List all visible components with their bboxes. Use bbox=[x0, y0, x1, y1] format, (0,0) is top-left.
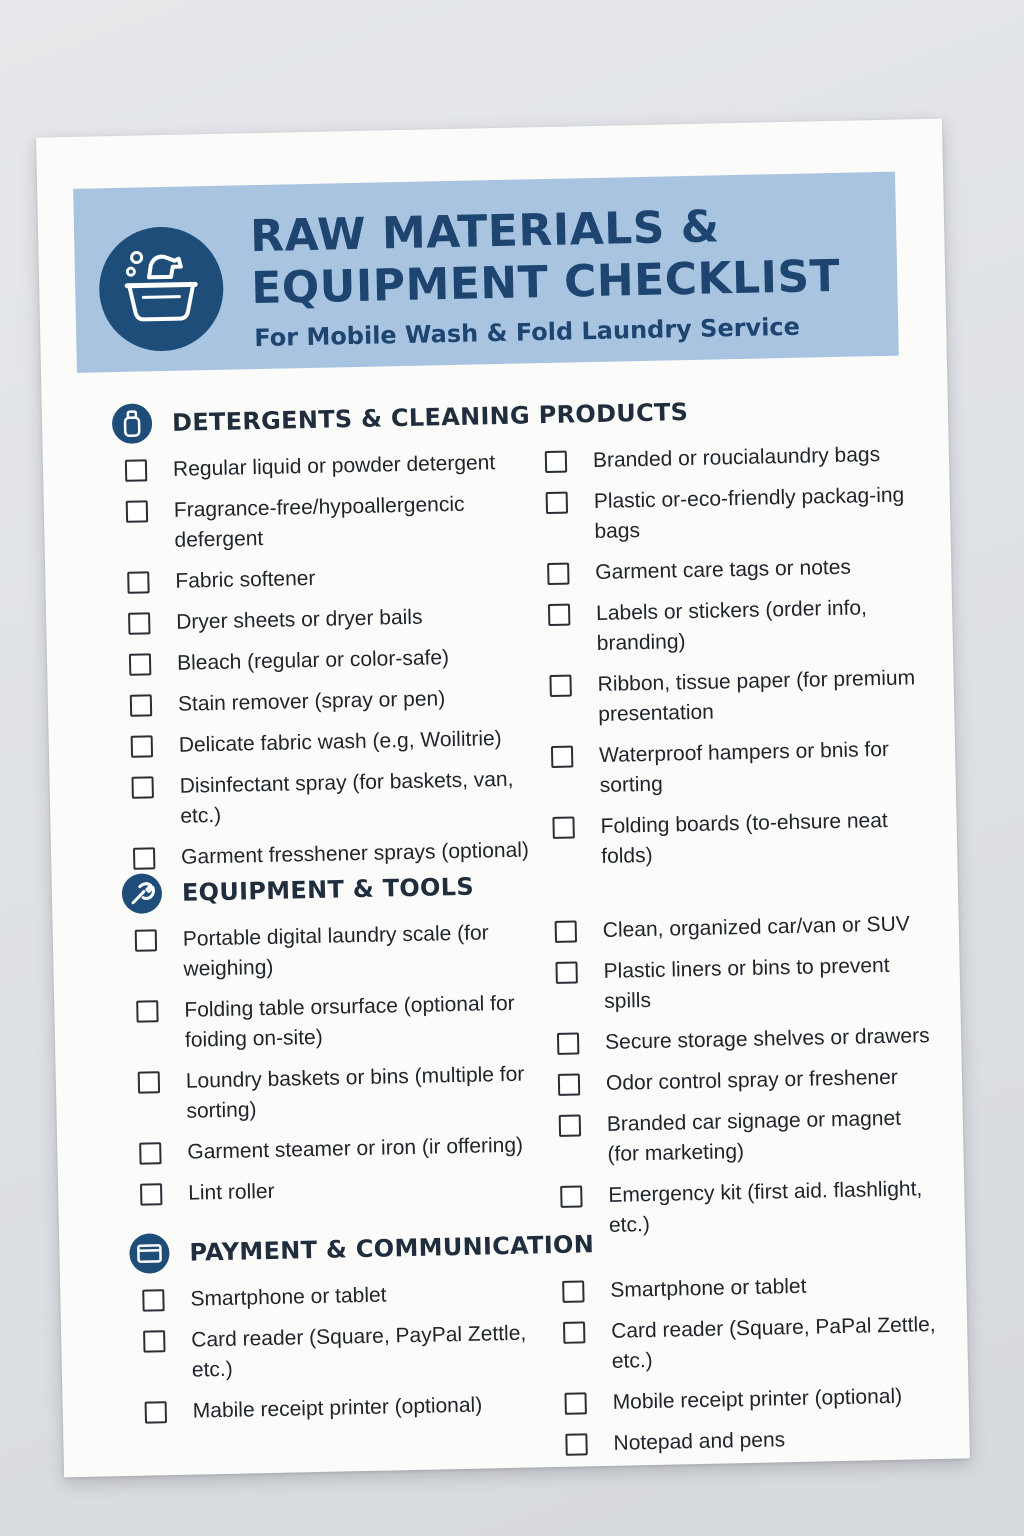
checkbox[interactable] bbox=[130, 694, 152, 716]
checklist-item bbox=[135, 1130, 536, 1168]
checklist-item-label: Dryer sheets or dryer bails bbox=[176, 605, 423, 634]
checklist-item bbox=[547, 734, 928, 802]
detergent-bottle-icon bbox=[112, 403, 153, 444]
checklist-item-label: Folding table orsurface (optional for foiding on-site) bbox=[184, 991, 515, 1052]
checklist-item-label: Plastic liners or bins to prevent spills bbox=[603, 953, 890, 1013]
checklist-item bbox=[127, 764, 528, 832]
checklist-item bbox=[551, 950, 932, 1018]
checklist-item bbox=[123, 560, 524, 598]
checklist-item-label: Garment fresshener sprays (optional) bbox=[180, 838, 530, 869]
checklist-item-label: Card reader (Square, PaPal Zettle, etc.) bbox=[610, 1313, 936, 1373]
checkbox[interactable] bbox=[129, 653, 151, 675]
checklist-item bbox=[132, 988, 533, 1056]
checklist-item bbox=[138, 1277, 539, 1315]
checklist-item-label: Garment care tags or notes bbox=[595, 555, 852, 585]
checklist-item bbox=[542, 480, 923, 548]
checklist-item-label: Plastic or-eco-friendly packag-ing bags bbox=[593, 483, 905, 544]
checklist-column-right bbox=[558, 1269, 942, 1471]
checklist-item-label: Folding boards (to-ehsure neat folds) bbox=[600, 808, 888, 868]
checkbox[interactable] bbox=[558, 1073, 580, 1095]
section-title: PAYMENT & COMMUNICATION bbox=[189, 1230, 595, 1267]
checklist-column-left bbox=[138, 1277, 541, 1438]
section-payment bbox=[129, 1217, 936, 1455]
checklist-item bbox=[560, 1381, 941, 1419]
checkbox[interactable] bbox=[547, 563, 569, 585]
section-title: EQUIPMENT & TOOLS bbox=[181, 872, 475, 907]
checklist-item-label: Stain remover (spray or pen) bbox=[177, 687, 446, 716]
header-band bbox=[73, 172, 899, 373]
checklist-item bbox=[551, 909, 932, 947]
checkbox[interactable] bbox=[549, 675, 571, 697]
checkbox[interactable] bbox=[565, 1433, 587, 1455]
checkbox[interactable] bbox=[559, 1114, 581, 1136]
checklist-item-label: Smartphone or tablet bbox=[190, 1283, 387, 1311]
checkbox[interactable] bbox=[557, 1032, 579, 1054]
checklist-item bbox=[543, 551, 924, 589]
checklist-sheet bbox=[36, 119, 970, 1478]
checklist-item bbox=[553, 1021, 934, 1059]
checklist-item bbox=[544, 592, 925, 660]
checkbox[interactable] bbox=[139, 1142, 161, 1164]
checklist-item-label: Odor control spray or freshener bbox=[605, 1065, 898, 1095]
checklist-item-label: Fabric softener bbox=[175, 566, 316, 593]
checklist-item bbox=[541, 439, 922, 477]
checklist-item bbox=[126, 683, 527, 721]
checkbox[interactable] bbox=[555, 961, 577, 983]
checklist-item-label: Branded car signage or magnet (for marketing) bbox=[606, 1106, 902, 1166]
checklist-item bbox=[561, 1422, 942, 1460]
checklist-item bbox=[134, 1059, 535, 1127]
checklist-column-left bbox=[121, 448, 530, 885]
checklist-item-label: Labels or stickers (order info, branding) bbox=[595, 596, 868, 655]
checklist-item-label: Emergency kit (first aid. flashlight, etc.) bbox=[608, 1177, 923, 1237]
checklist-item bbox=[121, 448, 522, 486]
checklist-item bbox=[122, 489, 523, 557]
checklist-item-label: Notepad and pens bbox=[613, 1428, 786, 1455]
checklist-item bbox=[124, 601, 525, 639]
checklist-item-label: Waterproof hampers or bnis for sorting bbox=[598, 737, 890, 797]
checklist-item bbox=[554, 1062, 935, 1100]
checkbox[interactable] bbox=[131, 776, 153, 798]
checklist-column-right bbox=[551, 909, 938, 1253]
checkbox[interactable] bbox=[145, 1401, 167, 1423]
checkbox[interactable] bbox=[551, 746, 573, 768]
page-subtitle: For Mobile Wash & Fold Laundry Service bbox=[254, 312, 801, 353]
checklist-item bbox=[558, 1269, 939, 1307]
checkbox[interactable] bbox=[546, 492, 568, 514]
checklist-item-label: Fragrance-free/hypoallergencic defergent bbox=[173, 492, 465, 552]
checkbox[interactable] bbox=[133, 847, 155, 869]
checklist-item-label: Mabile receipt printer (optional) bbox=[192, 1393, 483, 1423]
credit-card-icon bbox=[129, 1233, 170, 1274]
checklist-item-label: Disinfectant spray (for baskets, van, etc.) bbox=[179, 767, 514, 828]
checklist-column-left bbox=[131, 917, 537, 1220]
checkbox[interactable] bbox=[564, 1392, 586, 1414]
checklist-item bbox=[127, 723, 528, 761]
checklist-item bbox=[140, 1389, 541, 1427]
page-title: RAW MATERIALS & EQUIPMENT CHECKLIST bbox=[249, 201, 841, 315]
checklist-item-label: Lint roller bbox=[187, 1179, 275, 1205]
checkbox[interactable] bbox=[552, 817, 574, 839]
checkbox[interactable] bbox=[555, 920, 577, 942]
checkbox[interactable] bbox=[140, 1183, 162, 1205]
checklist-item bbox=[555, 1103, 936, 1171]
checkbox[interactable] bbox=[127, 571, 149, 593]
checkbox[interactable] bbox=[125, 459, 147, 481]
checklist-item-label: Smartphone or tablet bbox=[610, 1274, 807, 1302]
checklist-column-right bbox=[541, 439, 930, 884]
checklist-item bbox=[131, 917, 532, 985]
checklist-item-label: Portable digital laundry scale (for weighing) bbox=[182, 921, 489, 981]
checkbox[interactable] bbox=[128, 612, 150, 634]
checkbox[interactable] bbox=[135, 929, 157, 951]
checkbox[interactable] bbox=[545, 451, 567, 473]
checkbox[interactable] bbox=[562, 1280, 584, 1302]
checklist-item-label: Card reader (Square, PayPal Zettle, etc.) bbox=[191, 1321, 527, 1382]
checkbox[interactable] bbox=[126, 500, 148, 522]
checklist-item-label: Secure storage shelves or drawers bbox=[604, 1024, 930, 1054]
checklist-item-label: Branded or roucialaundry bags bbox=[592, 443, 881, 473]
checklist-item-label: Garment steamer or iron (ir offering) bbox=[187, 1133, 524, 1164]
checklist-item-label: Regular liquid or powder detergent bbox=[172, 451, 496, 481]
section-title: DETERGENTS & CLEANING PRODUCTS bbox=[171, 398, 689, 437]
checklist-item-label: Ribbon, tissue paper (for premium presentation bbox=[597, 666, 916, 726]
tools-icon bbox=[122, 873, 163, 914]
checklist-item bbox=[545, 663, 926, 731]
checkbox[interactable] bbox=[143, 1330, 165, 1352]
checklist-item bbox=[559, 1310, 940, 1378]
checklist-item-label: Mobile receipt printer (optional) bbox=[612, 1384, 903, 1414]
checklist-item-label: Clean, organized car/van or SUV bbox=[602, 912, 910, 942]
checkbox[interactable] bbox=[138, 1071, 160, 1093]
checkbox[interactable] bbox=[136, 1000, 158, 1022]
checkbox[interactable] bbox=[548, 604, 570, 626]
checklist-item-label: Delicate fabric wash (e.g, Woilitrie) bbox=[178, 727, 502, 757]
section-header bbox=[129, 1217, 930, 1278]
laundry-basket-icon bbox=[98, 226, 225, 353]
checkbox[interactable] bbox=[560, 1185, 582, 1207]
checklist-item-label: Bleach (regular or color-safe) bbox=[176, 646, 450, 675]
checkbox[interactable] bbox=[142, 1289, 164, 1311]
checklist-item bbox=[136, 1171, 537, 1209]
checklist-item-label: Loundry baskets or bins (multiple for sorting) bbox=[185, 1062, 525, 1123]
checkbox[interactable] bbox=[563, 1321, 585, 1343]
checklist-item bbox=[125, 642, 526, 680]
section-detergents bbox=[112, 387, 916, 869]
checklist-item bbox=[139, 1318, 540, 1386]
checkbox[interactable] bbox=[131, 735, 153, 757]
section-header bbox=[112, 387, 913, 448]
